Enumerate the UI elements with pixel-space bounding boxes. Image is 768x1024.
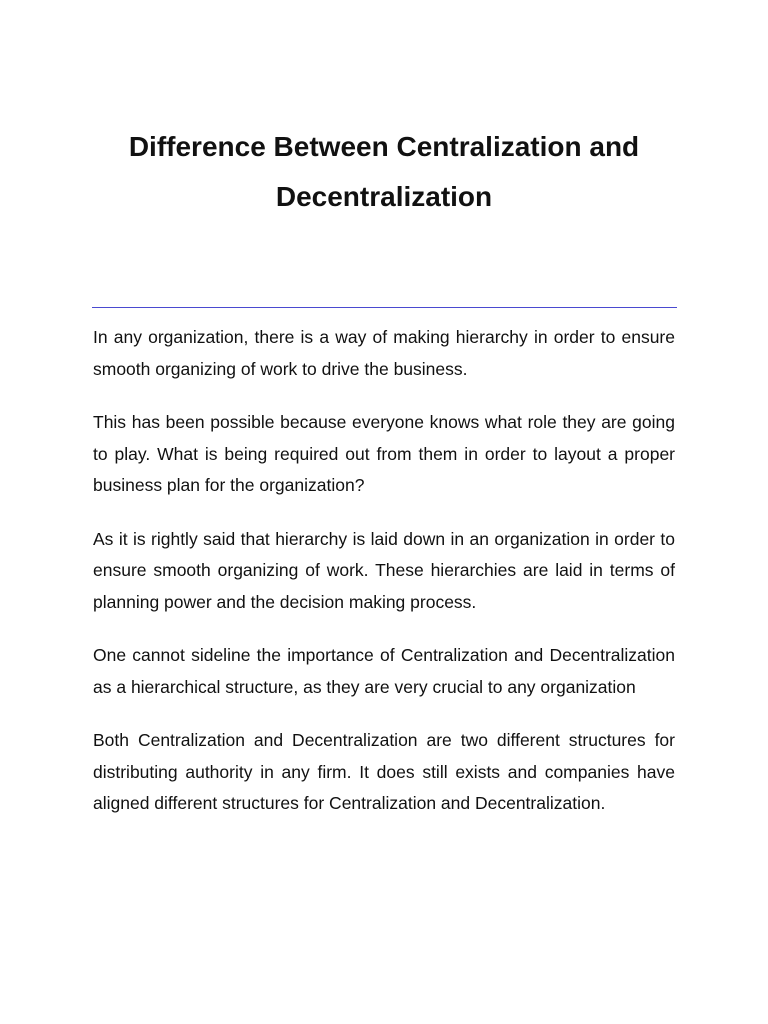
paragraph: In any organization, there is a way of making hierarchy in order to ensure smooth organizing of work to drive the business. xyxy=(93,327,675,379)
document-title: Difference Between Centralization and Decentralization xyxy=(128,131,640,212)
document-body xyxy=(93,322,675,842)
paragraph: As it is rightly said that hierarchy is laid down in an organization in order to ensure smooth organizing of work. These hierarchies are laid in terms of planning power and the decision making process. xyxy=(93,528,675,612)
paragraph: Both Centralization and Decentralization are two different structures for distributing authority in any firm. It does still exists and companies have aligned different structures for Centralization and Decentralization. xyxy=(93,730,675,813)
paragraph: This has been possible because everyone knows what role they are going to play. What is being required out from them in order to layout a proper business plan for the organization? xyxy=(93,412,675,495)
paragraph: One cannot sideline the importance of Centralization and Decentralization as a hierarchical structure, as they are very crucial to any organization xyxy=(93,645,675,697)
title-divider xyxy=(92,307,677,308)
